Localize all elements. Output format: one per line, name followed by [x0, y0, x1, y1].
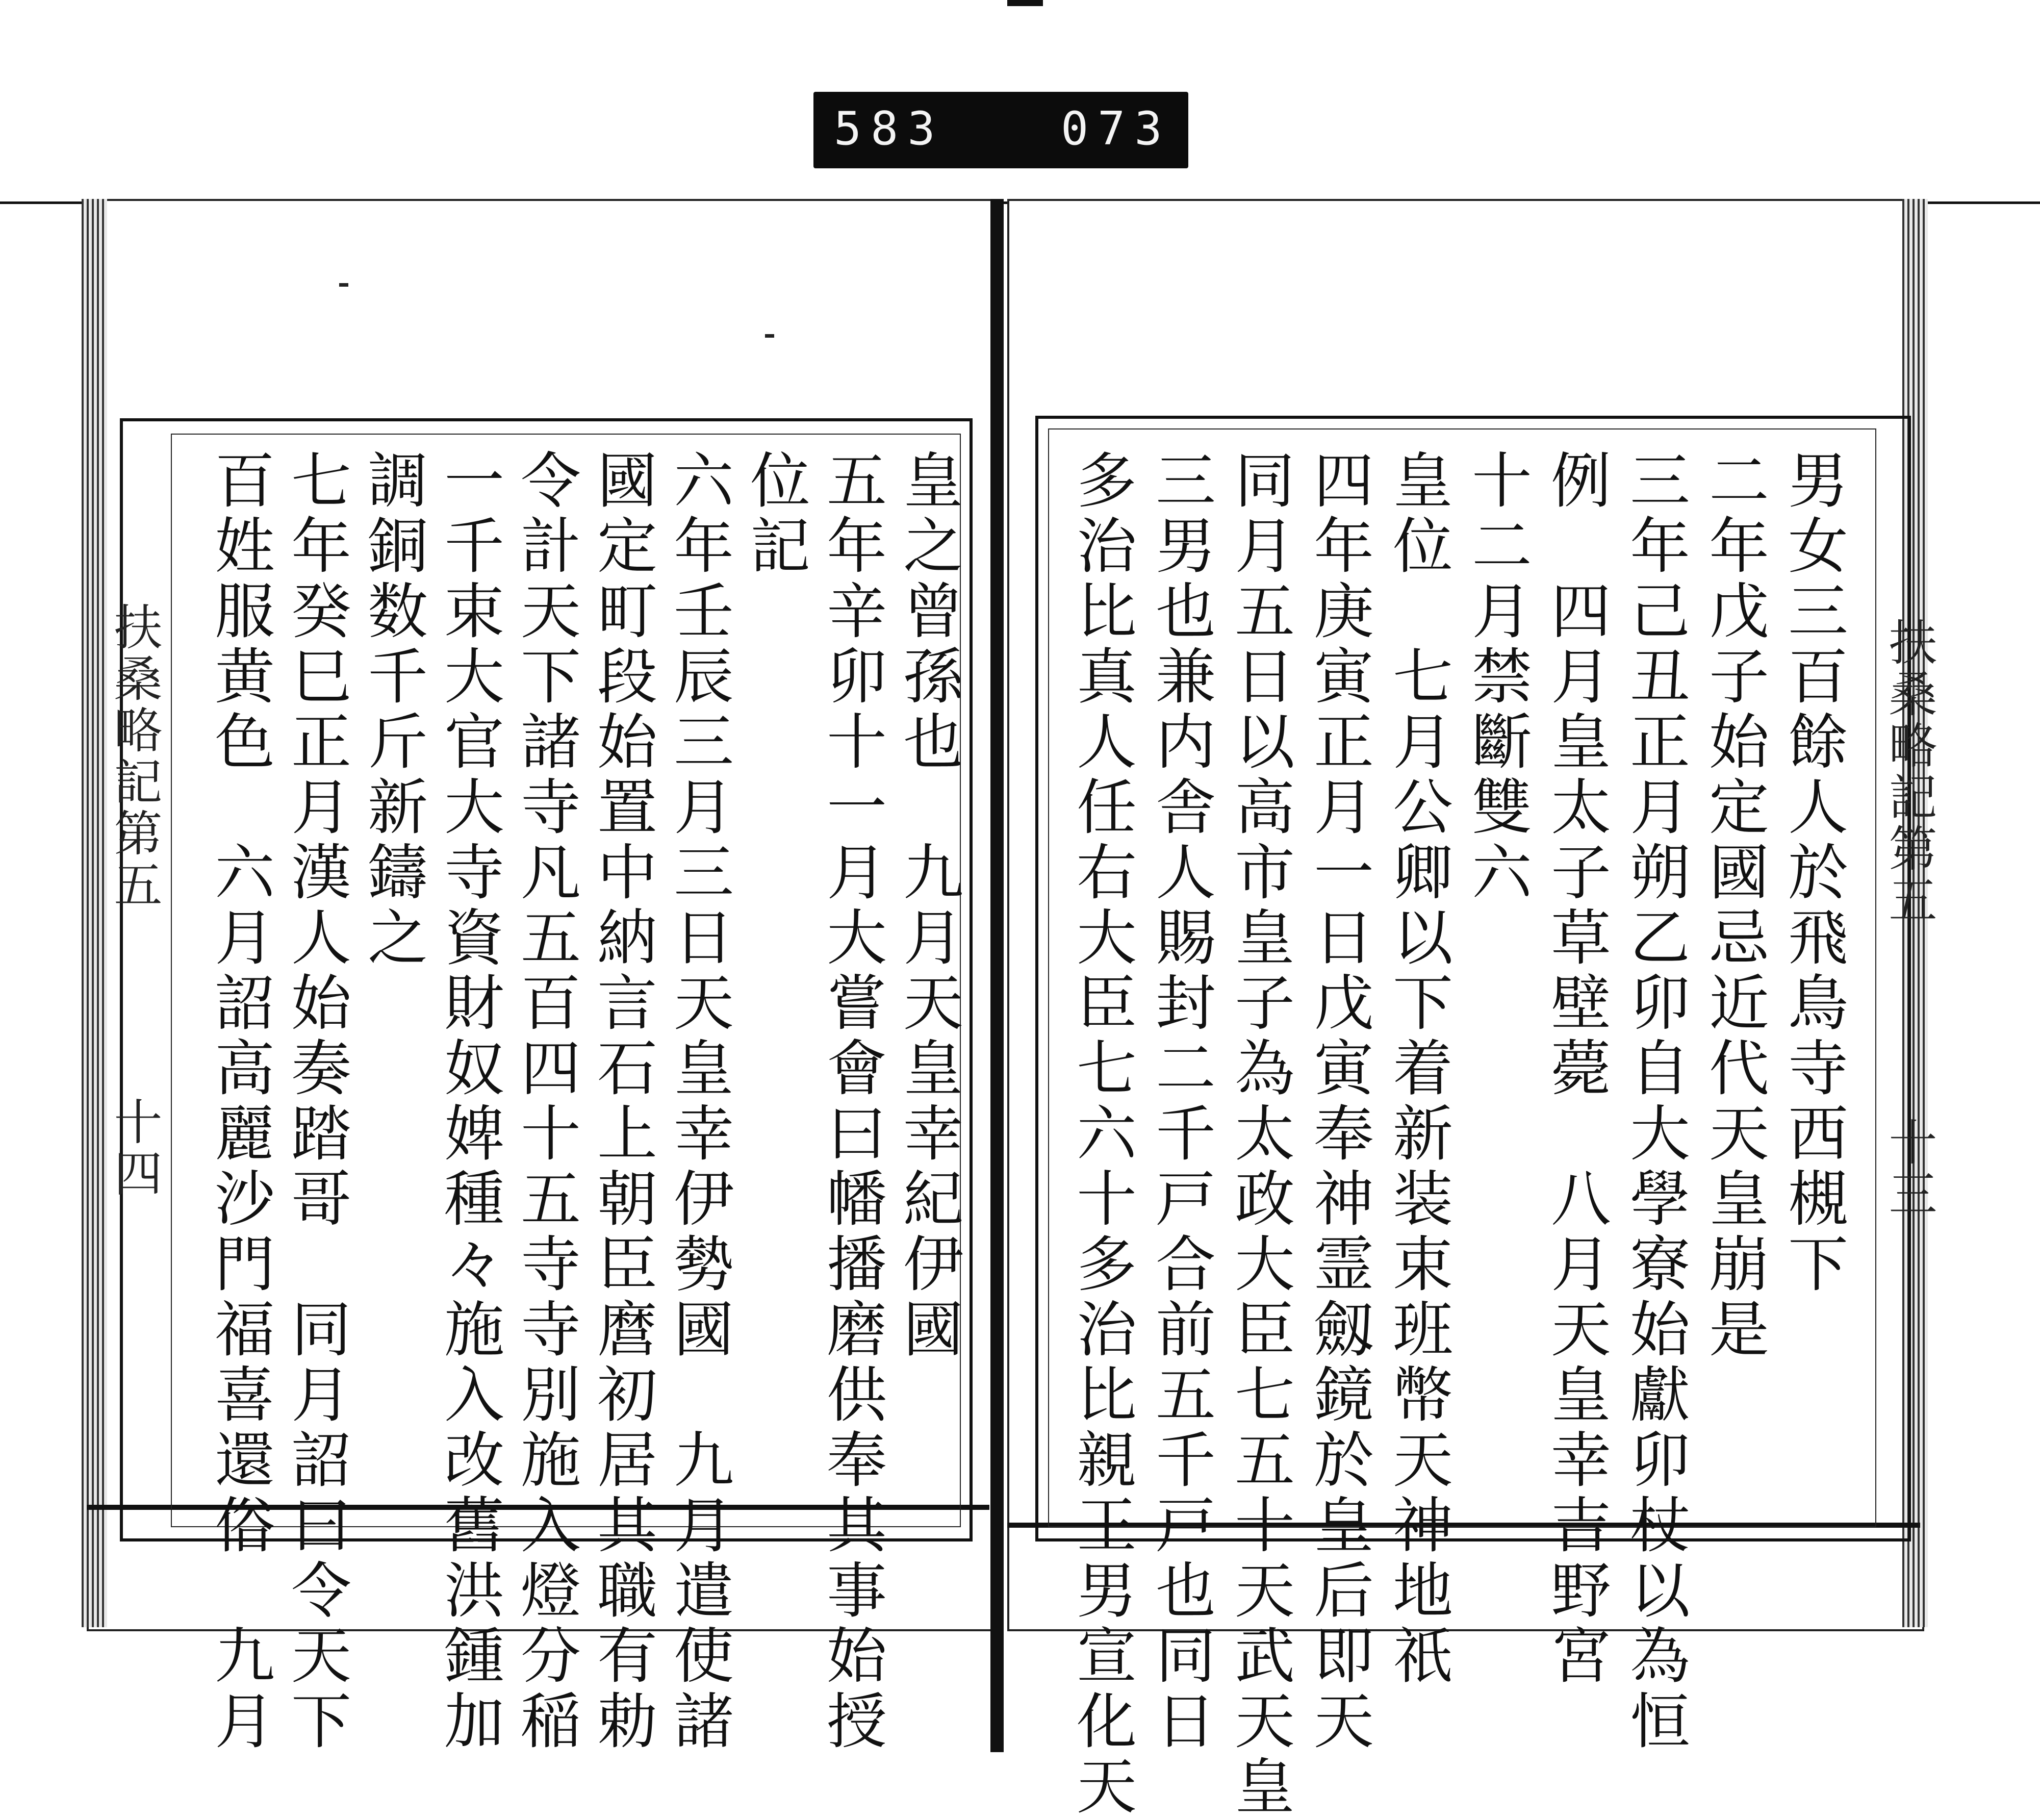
text-column: 三男也兼内舎人賜封二千戸合前五千戸也同日: [1145, 449, 1216, 1755]
left-page-edge: [82, 199, 107, 1627]
book-gutter: [990, 199, 1004, 1752]
text-column: 十二月禁斷雙六: [1462, 449, 1532, 906]
text-column: 男女三百餘人於飛鳥寺西槻下: [1778, 449, 1848, 1298]
frame-number: 073: [1061, 102, 1171, 156]
text-column: 三年己丑正月朔乙卯自大學寮始獻卯杖以為恒: [1620, 449, 1690, 1755]
reel-number: 583: [834, 102, 945, 156]
right-page-folio: 十三: [1881, 1117, 1937, 1220]
text-column: 例 四月皇太子草壁薨 八月天皇幸吉野宮: [1541, 449, 1611, 1689]
left-page-folio: 十四: [106, 1097, 162, 1200]
text-column: 國定町段始置中納言石上朝臣麿初居其職有勅: [587, 449, 657, 1755]
text-column: 四年庚寅正月一日戊寅奉神霊劔鏡於皇后即天: [1304, 449, 1374, 1755]
text-column: 調銅数千斤新鑄之: [358, 449, 428, 971]
text-column: 七年癸巳正月漢人始奏踏哥 同月詔曰令天下: [281, 449, 351, 1755]
right-page-title: 扶桑略記第五: [1881, 617, 1937, 926]
text-column: 令計天下諸寺凡五百四十五寺寺別施入燈分稲: [511, 449, 581, 1755]
film-edge-mark: [1007, 0, 1043, 6]
text-column: 多治比真人任右大臣七六十多治比親王男宣化天: [1066, 449, 1137, 1820]
text-column: 一千束大官大寺資財奴婢種々施入改舊洪鍾加: [434, 449, 504, 1755]
text-column: 六年壬辰三月三日天皇幸伊勢國 九月遣使諸: [664, 449, 734, 1755]
text-column: 同月五日以高市皇子為太政大臣七五十天武天皇: [1225, 449, 1295, 1820]
scan-speck: [765, 334, 774, 338]
film-frame-label: [813, 92, 1188, 168]
text-column: 皇位 七月公卿以下着新装束班幣天神地祇: [1383, 449, 1453, 1689]
text-column: 百姓服黄色 六月詔高麗沙門福喜還俗 九月: [205, 449, 275, 1755]
text-column: 二年戊子始定國忌近代天皇崩是: [1699, 449, 1769, 1363]
text-column: 皇之曾孫也 九月天皇幸紀伊國: [893, 449, 963, 1363]
text-column: 位記: [740, 449, 810, 579]
left-page-title: 扶桑略記第五: [106, 602, 162, 911]
text-column: 五年辛卯十一月大嘗會曰幡播磨供奉其事始授: [817, 449, 887, 1755]
scan-speck: [339, 283, 348, 287]
